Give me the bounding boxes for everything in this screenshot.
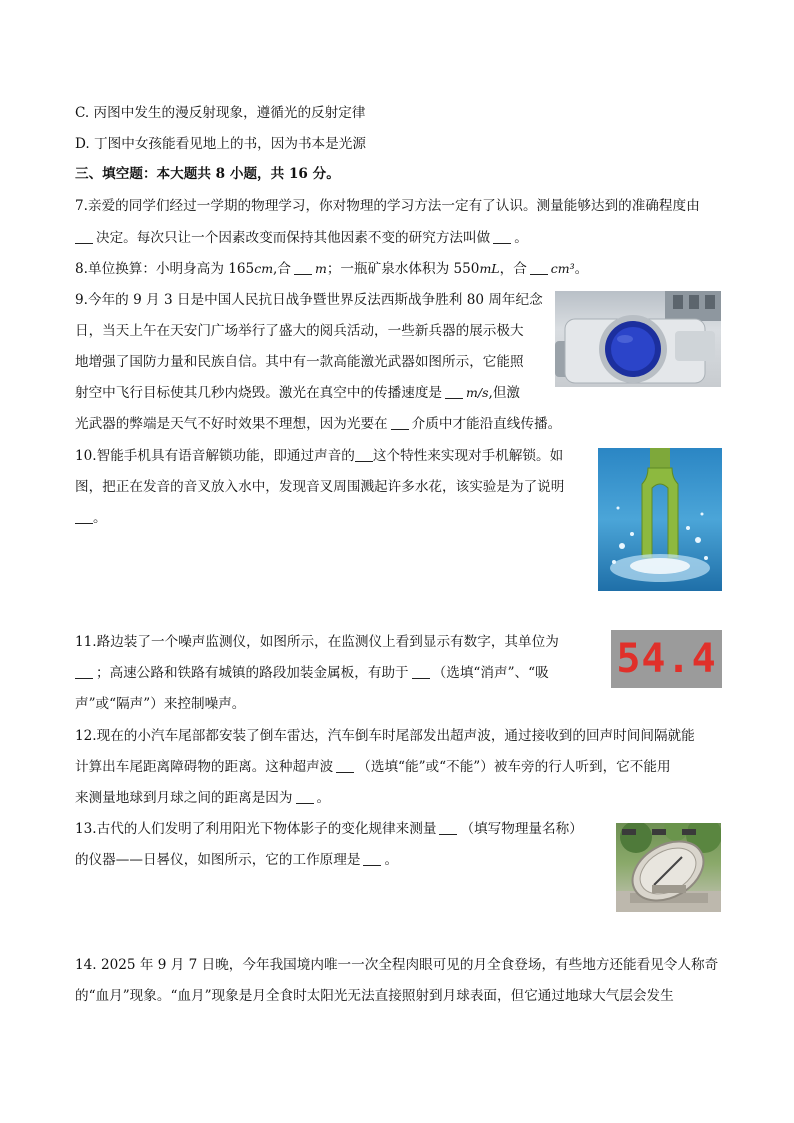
q8-unit-ml: mL	[479, 261, 500, 276]
answer-blank[interactable]	[294, 260, 312, 275]
q10-text-a: 10.智能手机具有语音解锁功能，即通过声音的	[75, 448, 355, 464]
q12-text-c2: 。	[316, 790, 331, 806]
answer-blank[interactable]	[336, 758, 354, 773]
answer-blank[interactable]	[75, 509, 93, 524]
sundial-image	[616, 823, 721, 912]
q12-text-b: 计算出车尾距离障碍物的距离。这种超声波	[75, 759, 334, 775]
q13-line-2	[75, 850, 398, 870]
noise-monitor-image	[611, 630, 722, 688]
q8-line	[75, 259, 588, 279]
q13-text-a1: 13.古代的人们发明了利用阳光下物体影子的变化规律来测量	[75, 821, 437, 837]
q7-text-b2: 。	[514, 230, 528, 246]
q9-line-2: 日，当天上午在天安门广场举行了盛大的阅兵活动，一些新兵器的展示极大	[75, 323, 524, 339]
tuning-fork-image	[598, 448, 722, 591]
q11-line-1: 11.路边装了一个噪声监测仪，如图所示，在监测仪上看到显示有数字，其单位为	[75, 634, 559, 650]
option-d: D. 丁图中女孩能看见地上的书，因为书本是光源	[75, 136, 366, 152]
q9-text-e1: 光武器的弊端是天气不好时效果不理想，因为光要在	[75, 416, 388, 432]
q13-text-b1: 的仪器——日晷仪，如图所示，它的工作原理是	[75, 852, 361, 868]
q9-line-1: 9.今年的 9 月 3 日是中国人民抗日战争暨世界反法西斯战争胜利 80 周年纪念	[75, 292, 543, 308]
section-title: 三、填空题：本大题共 8 小题，共 16 分。	[75, 166, 340, 182]
q9-text-d2: ,但激	[488, 385, 521, 401]
q12-line-3	[75, 788, 330, 808]
q10-text-a2: 这个特性来实现对手机解锁。如	[372, 448, 564, 464]
q9-line-3: 地增强了国防力量和民族自信。其中有一款高能激光武器如图所示，它能照	[75, 354, 524, 370]
q7-line-1: 7.亲爱的同学们经过一学期的物理学习，你对物理的学习方法一定有了认识。测量能够达到的准确程度由	[75, 198, 700, 214]
q9-line-4	[75, 383, 520, 403]
q12-line-2	[75, 757, 671, 777]
q13-line-1	[75, 819, 583, 839]
answer-blank[interactable]	[439, 820, 457, 835]
q14-line-2: 的“血月”现象。“血月”现象是月全食时太阳光无法直接照射到月球表面，但它通过地球大气层会发生	[75, 988, 674, 1004]
q11-text-b2: （选填“消声”、“吸	[432, 665, 549, 681]
laser-weapon-image	[555, 291, 721, 387]
q8-text-2: ,合	[273, 261, 291, 277]
q12-text-b2: （选填“能”或“不能”）被车旁的行人听到，它不能用	[357, 759, 671, 775]
q13-text-b2: 。	[384, 852, 399, 868]
q7-line-2	[75, 228, 528, 248]
q9-text-d1: 射空中飞行目标使其几秒内烧毁。激光在真空中的传播速度是	[75, 385, 443, 401]
q8-text-5: 。	[574, 261, 589, 277]
noise-reading: 54.4	[616, 636, 717, 682]
q13-text-a2: （填写物理量名称）	[460, 821, 583, 837]
q9-line-5	[75, 414, 561, 434]
q8-unit-m: m	[314, 261, 327, 276]
answer-blank[interactable]	[355, 447, 373, 462]
q10-line-1	[75, 446, 563, 466]
q11-line-2	[75, 663, 549, 683]
q10-text-c: 。	[93, 510, 107, 526]
q8-unit-cm3: cm³	[550, 261, 575, 276]
answer-blank[interactable]	[493, 229, 511, 244]
q12-line-1: 12.现在的小汽车尾部都安装了倒车雷达，汽车倒车时尾部发出超声波，通过接收到的回声时间间隔就能	[75, 728, 695, 744]
answer-blank[interactable]	[445, 384, 463, 399]
answer-blank[interactable]	[391, 415, 409, 430]
answer-blank[interactable]	[530, 260, 548, 275]
q8-text-1: 8.单位换算：小明身高为 165	[75, 261, 255, 277]
q10-line-2: 图，把正在发音的音叉放入水中，发现音叉周围溅起许多水花，该实验是为了说明	[75, 479, 565, 495]
answer-blank[interactable]	[412, 664, 430, 679]
q8-text-4: ，合	[499, 261, 527, 277]
q14-line-1: 14. 2025 年 9 月 7 日晚，今年我国境内唯一一次全程肉眼可见的月全食登场，有些地方还能看见令人称奇	[75, 957, 719, 973]
q8-text-3: ；一瓶矿泉水体积为 550	[326, 261, 480, 277]
answer-blank[interactable]	[363, 851, 381, 866]
q9-unit: m/s	[466, 385, 489, 400]
q10-line-3	[75, 508, 107, 528]
q7-text-b1: 决定。每次只让一个因素改变而保持其他因素不变的研究方法叫做	[96, 230, 491, 246]
q12-text-c1: 来测量地球到月球之间的距离是因为	[75, 790, 293, 806]
answer-blank[interactable]	[296, 789, 314, 804]
q11-line-3: 声”或“隔声”）来控制噪声。	[75, 696, 246, 712]
answer-blank[interactable]	[75, 229, 93, 244]
option-c: C. 丙图中发生的漫反射现象，遵循光的反射定律	[75, 105, 366, 121]
q11-text-b1: ；高速公路和铁路有城镇的路段加装金属板，有助于	[96, 665, 409, 681]
q8-unit-cm: cm	[254, 261, 274, 276]
answer-blank[interactable]	[75, 664, 93, 679]
q9-text-e2: 介质中才能沿直线传播。	[411, 416, 562, 432]
